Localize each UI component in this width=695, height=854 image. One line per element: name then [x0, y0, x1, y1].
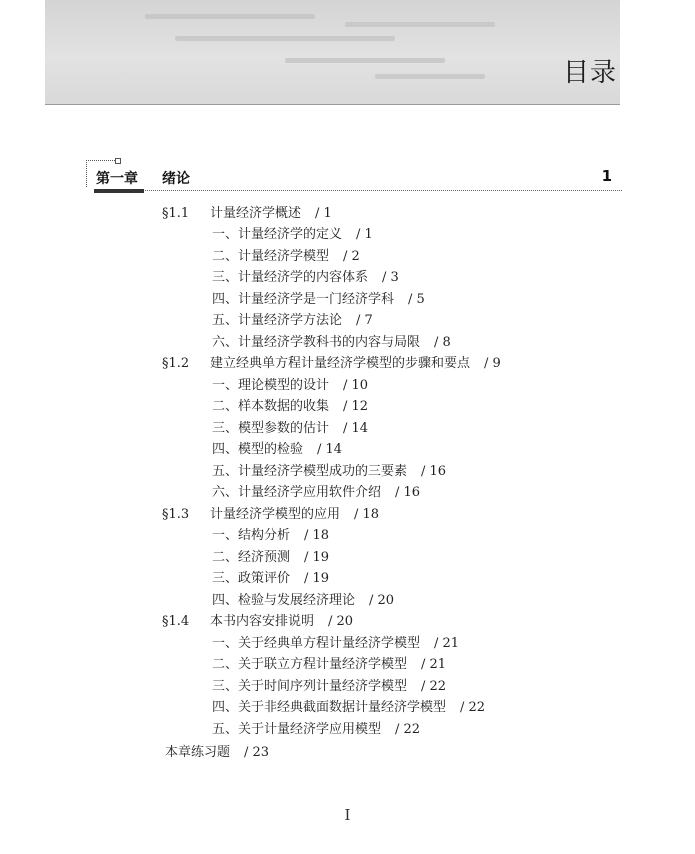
toc-subsection[interactable]: 一、关于经典单方程计量经济学模型 / 21: [212, 636, 460, 651]
toc-subsection[interactable]: 六、计量经济学教科书的内容与局限 / 8: [212, 335, 451, 350]
banner-texture: [175, 36, 395, 41]
toc-subsection[interactable]: 五、计量经济学方法论 / 7: [212, 313, 373, 328]
toc-subsection[interactable]: 六、计量经济学应用软件介绍 / 16: [212, 485, 421, 500]
banner-texture: [145, 14, 315, 19]
header-banner: [45, 0, 620, 105]
toc-subsection[interactable]: 三、关于时间序列计量经济学模型 / 22: [212, 679, 447, 694]
toc-subsection[interactable]: 二、经济预测 / 19: [212, 550, 330, 565]
chapter-label: 第一章: [96, 171, 138, 187]
banner-texture: [375, 74, 485, 79]
toc-subsection[interactable]: 二、样本数据的收集 / 12: [212, 399, 369, 414]
toc-subsection[interactable]: 一、结构分析 / 18: [212, 528, 330, 543]
toc-subsection[interactable]: 四、模型的检验 / 14: [212, 442, 343, 457]
toc-section[interactable]: §1.1 计量经济学概述 / 1: [162, 206, 332, 221]
toc-subsection[interactable]: 四、检验与发展经济理论 / 20: [212, 593, 395, 608]
toc-section[interactable]: §1.4 本书内容安排说明 / 20: [162, 614, 354, 629]
banner-texture: [285, 58, 445, 63]
toc-subsection[interactable]: 四、关于非经典截面数据计量经济学模型 / 22: [212, 700, 486, 715]
chapter-title: 绪论: [162, 171, 190, 187]
page-folio: I: [344, 806, 351, 824]
toc-subsection[interactable]: 五、关于计量经济学应用模型 / 22: [212, 722, 421, 737]
toc-subsection[interactable]: 二、计量经济学模型 / 2: [212, 249, 360, 264]
toc-subsection[interactable]: 一、理论模型的设计 / 10: [212, 378, 369, 393]
toc-subsection[interactable]: 四、计量经济学是一门经济学科 / 5: [212, 292, 425, 307]
toc-section[interactable]: §1.3 计量经济学模型的应用 / 18: [162, 507, 380, 522]
toc-subsection[interactable]: 一、计量经济学的定义 / 1: [212, 227, 373, 242]
chapter-rule: [141, 190, 622, 191]
chapter-page-number: 1: [601, 167, 612, 185]
chapter-rule-accent: [94, 189, 144, 193]
page-title: 目录: [562, 58, 617, 88]
toc-subsection[interactable]: 三、模型参数的估计 / 14: [212, 421, 369, 436]
toc-subsection[interactable]: 三、政策评价 / 19: [212, 571, 330, 586]
banner-texture: [345, 22, 495, 27]
toc-subsection[interactable]: 五、计量经济学模型成功的三要素 / 16: [212, 464, 447, 479]
toc-section[interactable]: §1.2 建立经典单方程计量经济学模型的步骤和要点 / 9: [162, 356, 501, 371]
toc-subsection[interactable]: 三、计量经济学的内容体系 / 3: [212, 270, 399, 285]
chapter-heading: [86, 158, 622, 192]
toc-exercises[interactable]: 本章练习题 / 23: [165, 745, 270, 760]
toc-subsection[interactable]: 二、关于联立方程计量经济学模型 / 21: [212, 657, 447, 672]
